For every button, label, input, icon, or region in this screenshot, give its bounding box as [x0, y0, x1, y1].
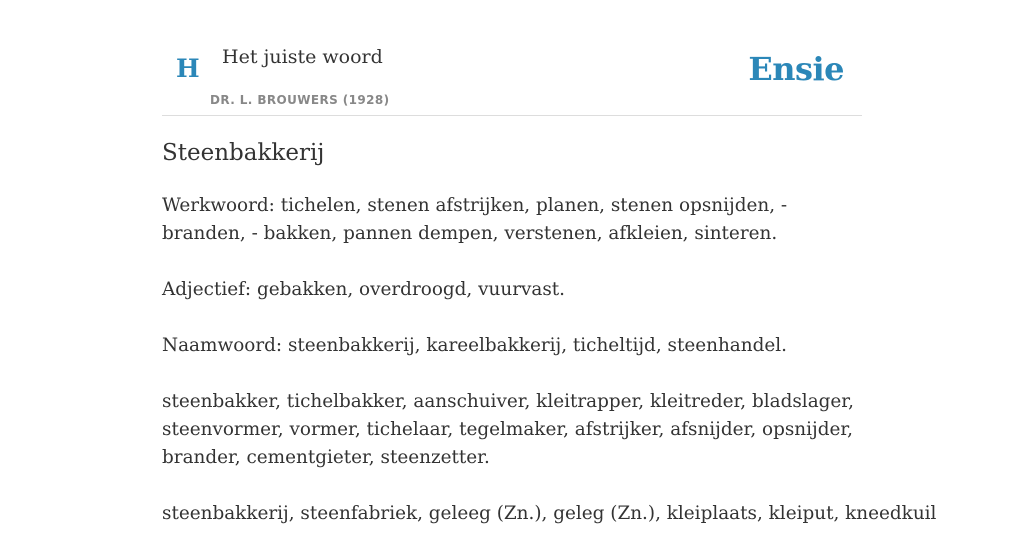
ensie-logo-link[interactable]: Ensie — [748, 50, 844, 88]
book-author: DR. L. BROUWERS (1928) — [210, 93, 390, 107]
entry-title: Steenbakkerij — [162, 140, 325, 166]
entry-paragraph-places: steenbakkerij, steenfabriek, geleeg (Zn.), geleg (Zn.), kleiplaats, kleiput, kneedkuil — [162, 503, 937, 524]
book-header — [162, 40, 862, 116]
book-letter-icon: H — [176, 54, 200, 83]
entry-paragraph-adjectief: Adjectief: gebakken, overdroogd, vuurvast. — [162, 279, 566, 300]
entry-body — [162, 192, 937, 556]
entry-paragraph-naamwoord: Naamwoord: steenbakkerij, kareelbakkerij, ticheltijd, steenhandel. — [162, 335, 787, 356]
entry-paragraph-werkwoord: Werkwoord: tichelen, stenen afstrijken, planen, stenen opsnijden, - branden, - bakken, pannen dempen, verstenen, afkleien, sinteren. — [162, 195, 788, 244]
entry-paragraph-persons: steenbakker, tichelbakker, aanschuiver, kleitrapper, kleitreder, bladslager, steenvormer, vormer, tichelaar, tegelmaker, afstrijker, afsnijder, opsnijder, brander, cementgieter, steenzetter. — [162, 391, 854, 468]
book-title[interactable]: Het juiste woord — [222, 46, 383, 68]
